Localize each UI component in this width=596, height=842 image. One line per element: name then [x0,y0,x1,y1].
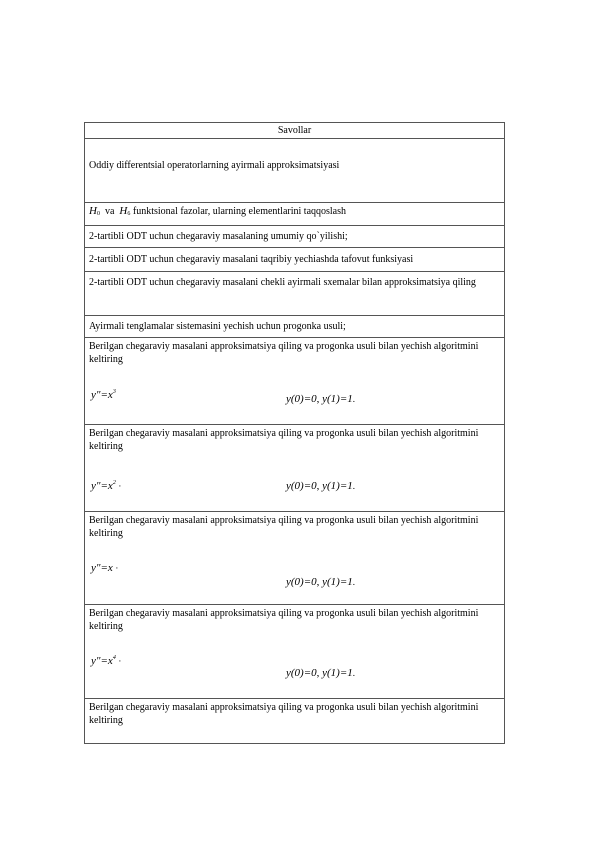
equation: $y"=x^2$ · [91,480,121,492]
equation: $y"=x^4$ · [91,655,121,667]
question-row: 2-tartibli ODT uchun chegaraviy masalaning umumiy qo`yilishi; [85,226,505,248]
question-row: 2-tartibli ODT uchun chegaraviy masalani taqribiy yechiashda tafovut funksiyasi [85,248,505,272]
question-row: 2-tartibli ODT uchun chegaraviy masalani chekli ayirmali sxemalar bilan approksimatsiya qiling [85,272,505,316]
h6-symbol: H6 [119,205,131,217]
task-row [85,512,505,605]
questions-table [84,122,505,744]
question-row: Ayirmali tenglamalar sistemasini yechish uchun progonka usuli; [85,316,505,338]
task-text: Berilgan chegaraviy masalani approksimatsiya qiling va progonka usuli bilan yechish algoritmini keltiring [89,702,479,726]
table-header: Savollar [85,123,505,139]
task-row [85,605,505,699]
task-text: Berilgan chegaraviy masalani approksimatsiya qiling va progonka usuli bilan yechish algoritmini keltiring [89,428,479,452]
boundary-conditions: y(0)=0, y(1)=1. [286,480,356,492]
task-text: Berilgan chegaraviy masalani approksimatsiya qiling va progonka usuli bilan yechish algoritmini keltiring [89,608,479,632]
task-text: Berilgan chegaraviy masalani approksimatsiya qiling va progonka usuli bilan yechish algoritmini keltiring [89,515,479,539]
task-row [85,338,505,425]
equation: y"=x · [91,562,118,574]
question-row [85,203,505,226]
boundary-conditions: y(0)=0, y(1)=1. [286,393,356,405]
question-text: funktsional fazolar, ularning elementlarini taqqoslash [132,206,347,217]
question-row: Oddiy differentsial operatorlarning ayirmali approksimatsiyasi [85,139,505,203]
conjunction-va: va [104,206,115,217]
task-row [85,699,505,744]
h0-symbol: H0 [89,205,100,217]
boundary-conditions: y(0)=0, y(1)=1. [286,667,356,679]
task-row [85,425,505,512]
task-text: Berilgan chegaraviy masalani approksimatsiya qiling va progonka usuli bilan yechish algoritmini keltiring [89,341,479,365]
boundary-conditions: y(0)=0, y(1)=1. [286,576,356,588]
equation: $y"=x^3$ [91,389,116,401]
